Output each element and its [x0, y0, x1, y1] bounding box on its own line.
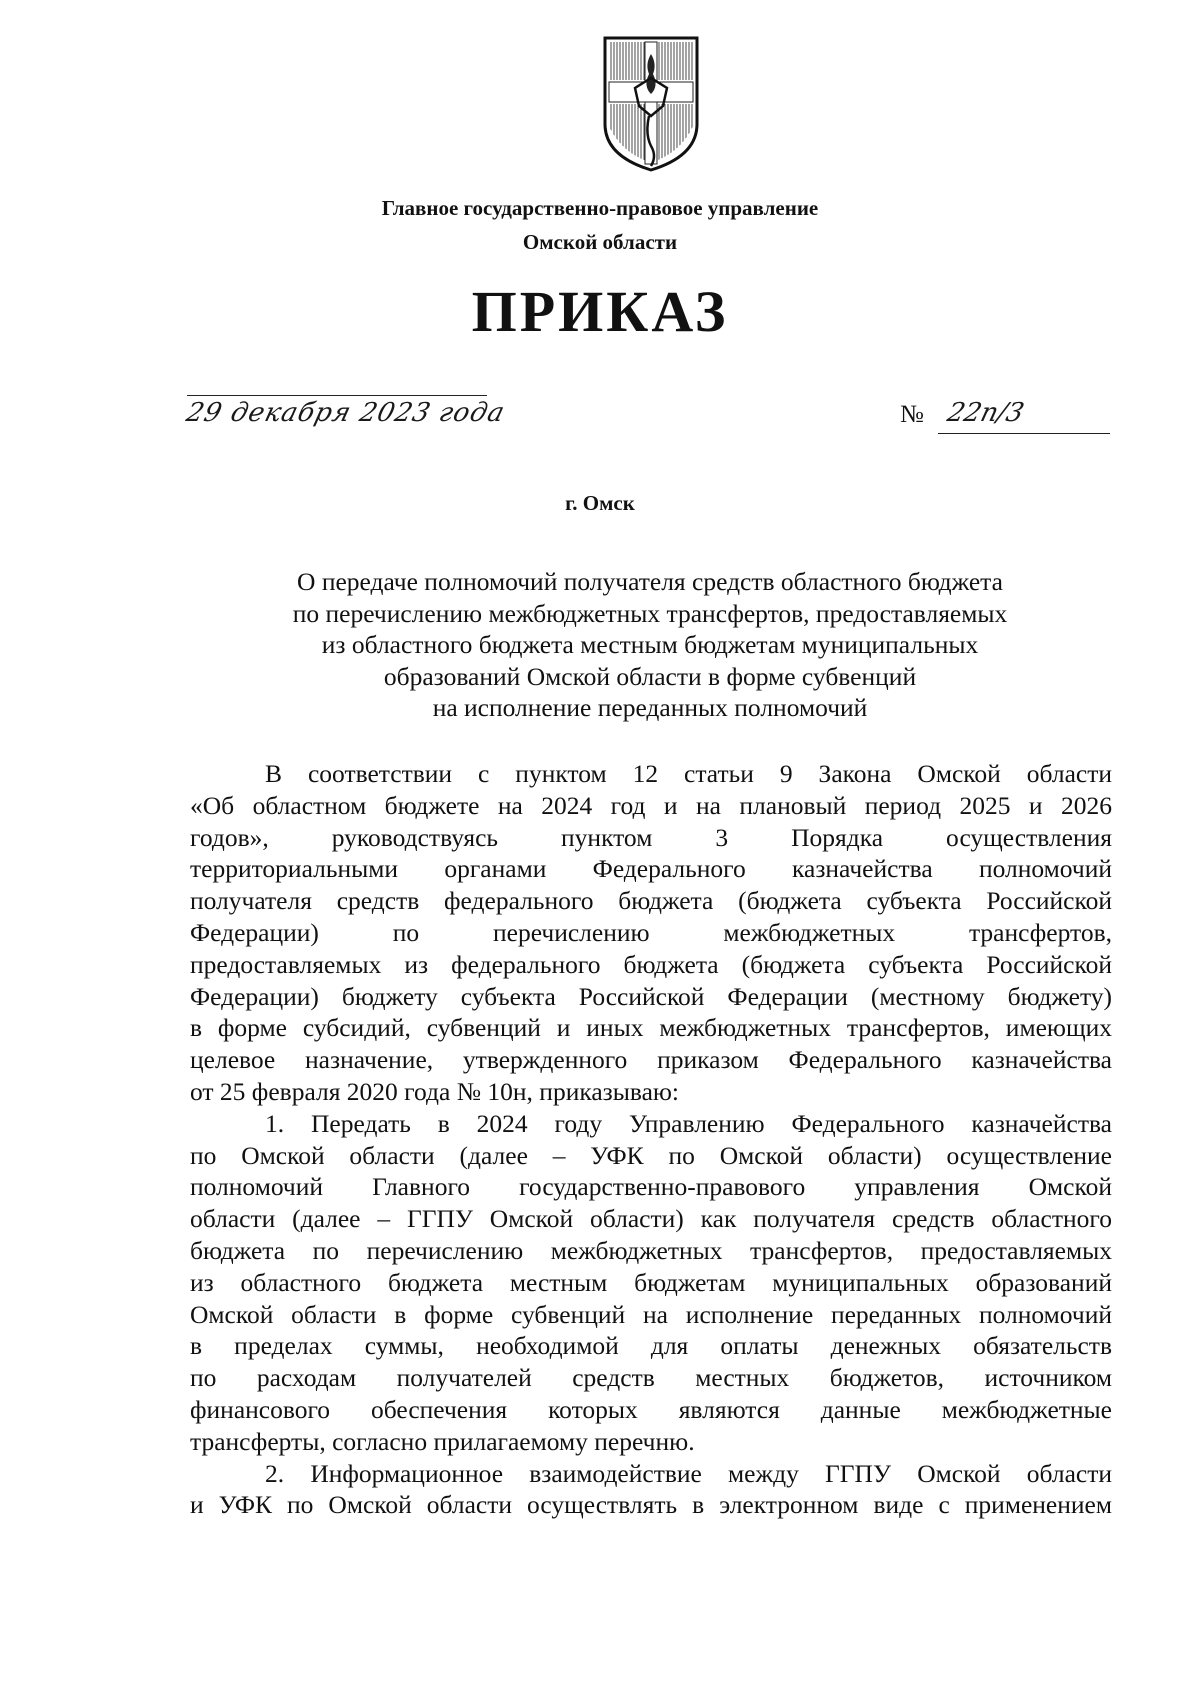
body-line: В соответствии с пунктом 12 статьи 9 Закона Омской области: [265, 759, 1112, 788]
body-line: из областного бюджета местным бюджетам муниципальных образований: [190, 1267, 1112, 1297]
number-label: №: [900, 401, 924, 428]
number-underline: [938, 433, 1110, 434]
body-line: территориальными органами Федерального казначейства полномочий: [190, 854, 1112, 884]
body-line: Федерации) по перечислению межбюджетных трансфертов,: [190, 917, 1112, 947]
subject-line: по перечислению межбюджетных трансфертов, предоставляемых: [292, 598, 1008, 628]
body-line: по расходам получателей средств местных бюджетов, источником: [190, 1363, 1112, 1393]
body-line: годов», руководствуясь пунктом 3 Порядка осуществления: [190, 822, 1112, 852]
document-type-title: ПРИКАЗ: [471, 279, 729, 344]
body-line: Федерации) бюджету субъекта Российской Федерации (местному бюджету): [190, 981, 1112, 1011]
handwritten-date: 29 декабря 2023 года: [183, 398, 509, 428]
body-line: в форме субсидий, субвенций и иных межбюджетных трансфертов, имеющих: [190, 1013, 1112, 1043]
authority-name-line2: Омской области: [522, 230, 678, 254]
document-subject: [200, 566, 1100, 724]
body-line: финансового обеспечения которых являются данные межбюджетные: [190, 1394, 1112, 1424]
body-line: целевое назначение, утвержденного приказом Федерального казначейства: [190, 1045, 1112, 1075]
body-line: бюджета по перечислению межбюджетных трансфертов, предоставляемых: [190, 1235, 1112, 1265]
body-line: полномочий Главного государственно-правового управления Омской: [190, 1172, 1112, 1202]
body-line: «Об областном бюджете на 2024 год и на плановый период 2025 и 2026: [190, 790, 1112, 820]
body-line: 1. Передать в 2024 году Управлению Федерального казначейства: [265, 1108, 1112, 1138]
body-line: предоставляемых из федерального бюджета (бюджета субъекта Российской: [190, 949, 1112, 979]
body-line: в пределах суммы, необходимой для оплаты денежных обязательств: [190, 1331, 1112, 1361]
coat-of-arms-emblem: [601, 34, 701, 174]
subject-line: О передаче полномочий получателя средств областного бюджета: [297, 567, 1003, 596]
body-line: области (далее – ГГПУ Омской области) как получателя средств областного: [190, 1204, 1112, 1234]
body-line: 2. Информационное взаимодействие между ГГПУ Омской области: [265, 1458, 1112, 1488]
body-line: и УФК по Омской области осуществлять в электронном виде с применением: [190, 1490, 1112, 1520]
subject-line: на исполнение переданных полномочий: [432, 693, 868, 722]
document-body: [190, 758, 1112, 1521]
body-line: получателя средств федерального бюджета (бюджета субъекта Российской: [190, 886, 1112, 916]
body-line: от 25 февраля 2020 года № 10н, приказываю:: [190, 1076, 680, 1106]
city-line: г. Омск: [565, 491, 635, 515]
date-underline: [187, 395, 487, 396]
body-line: трансферты, согласно прилагаемому перечню.: [190, 1426, 695, 1456]
authority-name-line1: Главное государственно-правовое управление: [381, 196, 819, 220]
body-line: Омской области в форме субвенций на исполнение переданных полномочий: [190, 1299, 1112, 1329]
subject-line: образований Омской области в форме субвенций: [383, 661, 917, 691]
body-line: по Омской области (далее – УФК по Омской области) осуществление: [190, 1140, 1112, 1170]
subject-line: из областного бюджета местным бюджетам муниципальных: [321, 630, 979, 659]
handwritten-number: 22п/3: [944, 398, 1027, 428]
